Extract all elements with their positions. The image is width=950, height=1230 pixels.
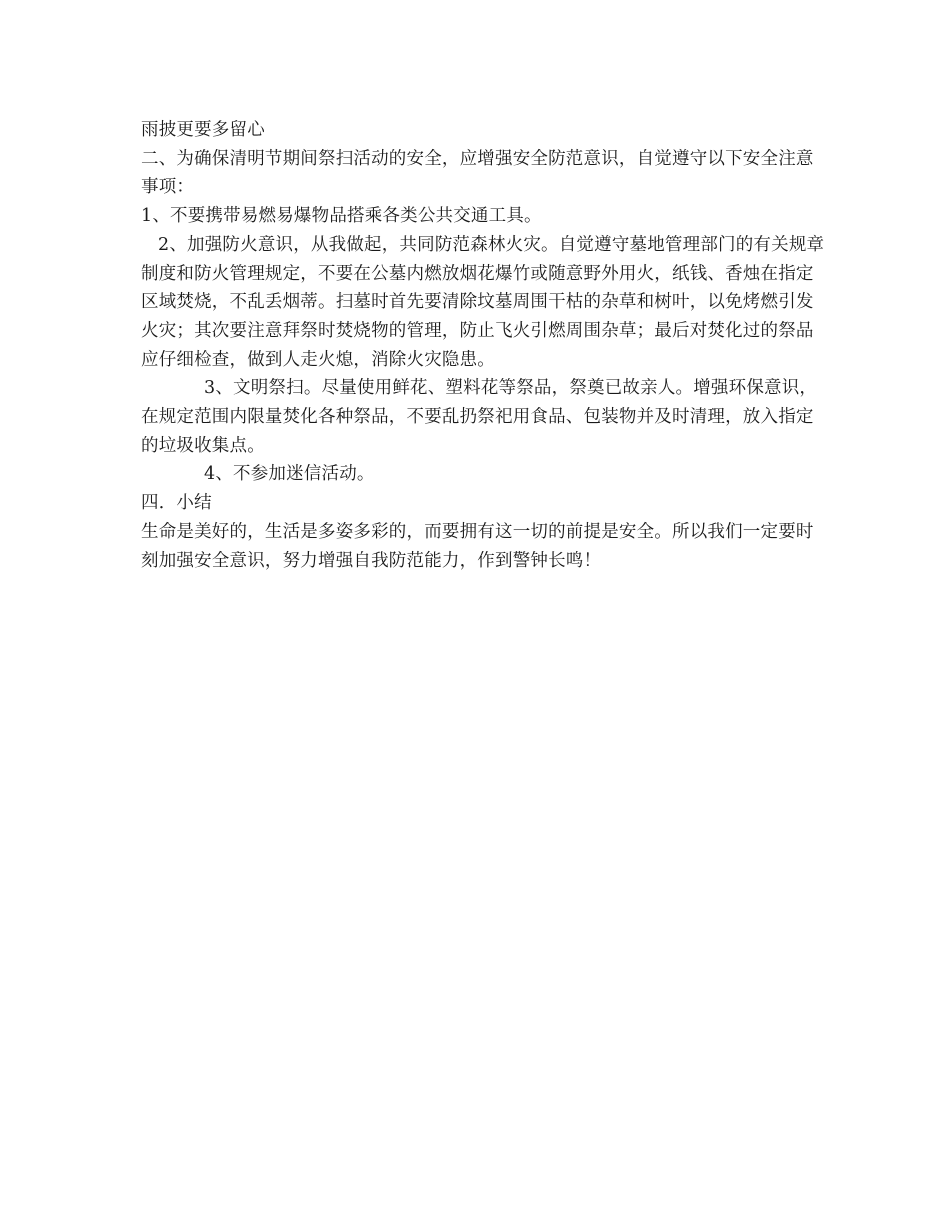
paragraph-item-1: 1、不要携带易燃易爆物品搭乘各类公共交通工具。	[141, 206, 542, 227]
paragraph-item-4-no-superstition: 4、不参加迷信活动。	[204, 464, 375, 485]
paragraph-section-two-intro: 二、为确保清明节期间祭扫活动的安全，应增强安全防范意识，自觉遵守以下安全注意事项：	[141, 148, 814, 198]
paragraph-item-2-fire-prevention: 2、加强防火意识，从我做起，共同防范森林火灾。自觉遵守墓地管理部门的有关规章制度和防火管理规定，不要在公墓内燃放烟花爆竹或随意野外用火，纸钱、香烛在指定区域焚烧，不乱丢烟蒂。扫墓时首先要清除坟墓周围干枯的杂草和树叶，以免烤燃引发火灾；其次要注意拜祭时焚烧物的管理，防止飞火引燃周围杂草；最后对焚化过的祭品应仔细检查，做到人走火熄，消除火灾隐患。	[141, 234, 825, 370]
section-heading-summary: 四．小结	[141, 493, 212, 514]
document-body	[141, 116, 825, 575]
paragraph-summary: 生命是美好的，生活是多姿多彩的，而要拥有这一切的前提是安全。所以我们一定要时刻加强安全意识，努力增强自我防范能力，作到警钟长鸣！	[141, 521, 814, 571]
paragraph-raincoat-note: 雨披更要多留心	[141, 120, 265, 140]
paragraph-item-3-civilized-sweeping: 3、文明祭扫。尽量使用鲜花、塑料花等祭品，祭奠已故亲人。增强环保意识，在规定范围内限量焚化各种祭品，不要乱扔祭祀用食品、包装物并及时清理，放入指定的垃圾收集点。	[141, 378, 818, 456]
